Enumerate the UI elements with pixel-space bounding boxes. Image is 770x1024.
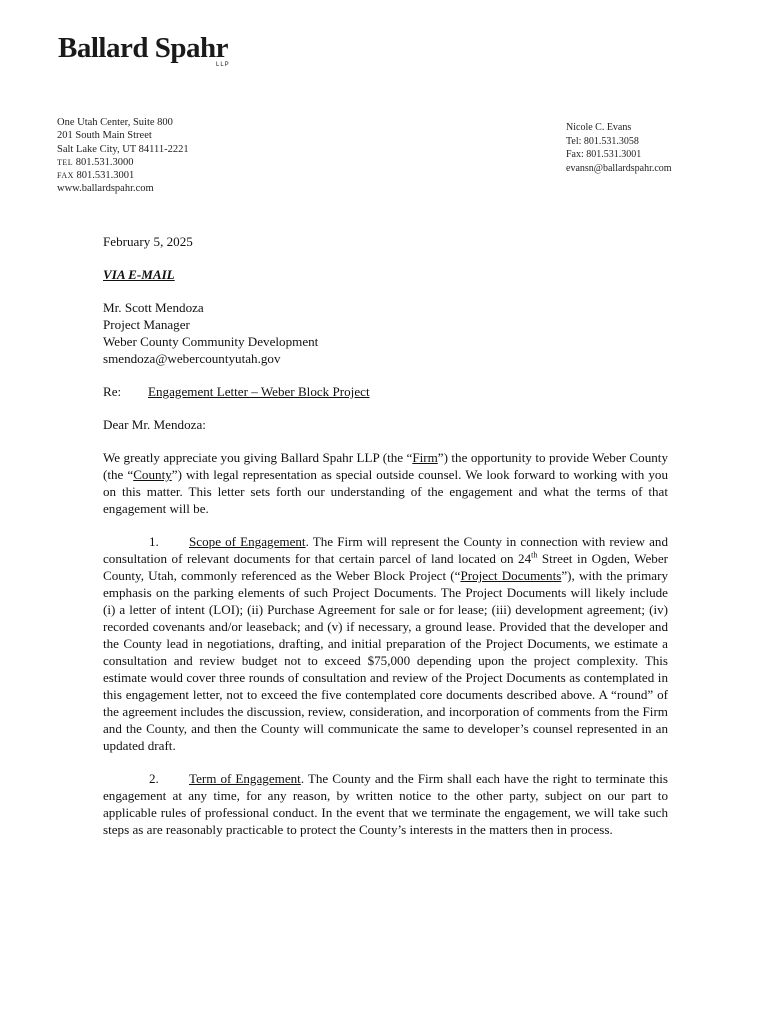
sender-name: Nicole C. Evans [566,122,632,133]
recipient-email: smendoza@webercountyutah.gov [103,351,281,366]
intro-text: ”) the opportunity to provide Weber County (the “ [103,450,668,482]
office-phone-number: 801.531.3000 [75,156,134,168]
office-address-block [57,116,189,196]
firm-logo-suffix: LLP [216,62,230,68]
ordinal-suffix: th [531,550,538,560]
delivery-method: VIA E-MAIL [103,267,175,282]
subject-text: Engagement Letter – Weber Block Project [148,384,370,399]
office-address-line: Salt Lake City, UT 84111-2221 [57,143,189,155]
office-fax [57,169,189,182]
section-number: 2. [149,771,159,786]
recipient-title: Project Manager [103,317,190,332]
section-text: . The Firm will represent the County in connection with review and consultation of relevant documents for that certain parcel of land located on 24 [103,534,668,566]
sender-block [566,121,672,175]
letter-date: February 5, 2025 [103,234,193,249]
subject-label: Re: [103,384,122,399]
recipient-name: Mr. Scott Mendoza [103,300,204,315]
office-fax-label: FAX [57,171,74,181]
office-fax-number: 801.531.3001 [76,170,135,182]
intro-text: We greatly appreciate you giving Ballard Spahr LLP (the “ [103,450,413,465]
sender-fax: Fax: 801.531.3001 [566,149,642,160]
office-phone-label: TEL [57,157,74,167]
firm-logo: Ballard Spahr [58,32,228,64]
defined-term-firm: Firm [412,450,438,465]
section-term-of-engagement [103,770,668,838]
section-heading: Term of Engagement [189,771,301,786]
intro-paragraph [103,449,668,517]
section-text: Street in Ogden, Weber County, Utah, commonly referenced as the Weber Block Project (“ [103,551,668,583]
salutation: Dear Mr. Mendoza: [103,417,206,432]
sender-tel: Tel: 801.531.3058 [566,135,639,147]
office-address-line: One Utah Center, Suite 800 [57,117,173,128]
subject-line [103,383,668,400]
section-text: ”), with the primary emphasis on the parking elements of such Project Documents. The Project Documents will likely include (i) a letter of intent (LOI); (ii) Purchase Agreement for sale or for lease; (iii) development agreement; (iv) recorded covenants and/or leaseback; and (v) if necessary, a ground lease. Provided that the developer and the County lead in negotiations, drafting, and initial preparation of the Project Documents, we estimate a consultation and review budget not to exceed $75,000 depending upon the project complexity. This estimate would cover three rounds of consultation and review of the Project Documents as contemplated in this engagement letter, not to exceed the five contemplated core documents described above. A “round” of the agreement includes the discussion, review, consideration, and incorporation of comments from the Firm and the County, and then the County will communicate the same to developer’s counsel represented in an updated draft. [103,568,668,753]
defined-term-project-documents: Project Documents [460,568,562,583]
office-address-line: 201 South Main Street [57,130,152,142]
section-text: . The County and the Firm shall each have the right to terminate this engagement at any time, for any reason, by written notice to the other party, subject on our part to applicable rules of professional conduct. In the event that we terminate the engagement, we will take such steps as are reasonably practicable to protect the County’s interests in the matters then in process. [103,771,669,837]
defined-term-county: County [133,467,172,482]
section-heading: Scope of Engagement [189,534,306,549]
intro-text: ”) with legal representation as special outside counsel. We look forward to working with you on this matter. This letter sets forth our understanding of the engagement and what the terms of that engagement will be. [103,467,668,516]
letter-body [103,233,668,854]
recipient-block [103,299,668,367]
office-website: www.ballardspahr.com [57,183,154,195]
section-number: 1. [149,534,159,549]
office-phone [57,156,189,169]
recipient-organization: Weber County Community Development [103,334,319,349]
section-scope-of-engagement [103,533,668,754]
sender-email: evansn@ballardspahr.com [566,162,672,174]
